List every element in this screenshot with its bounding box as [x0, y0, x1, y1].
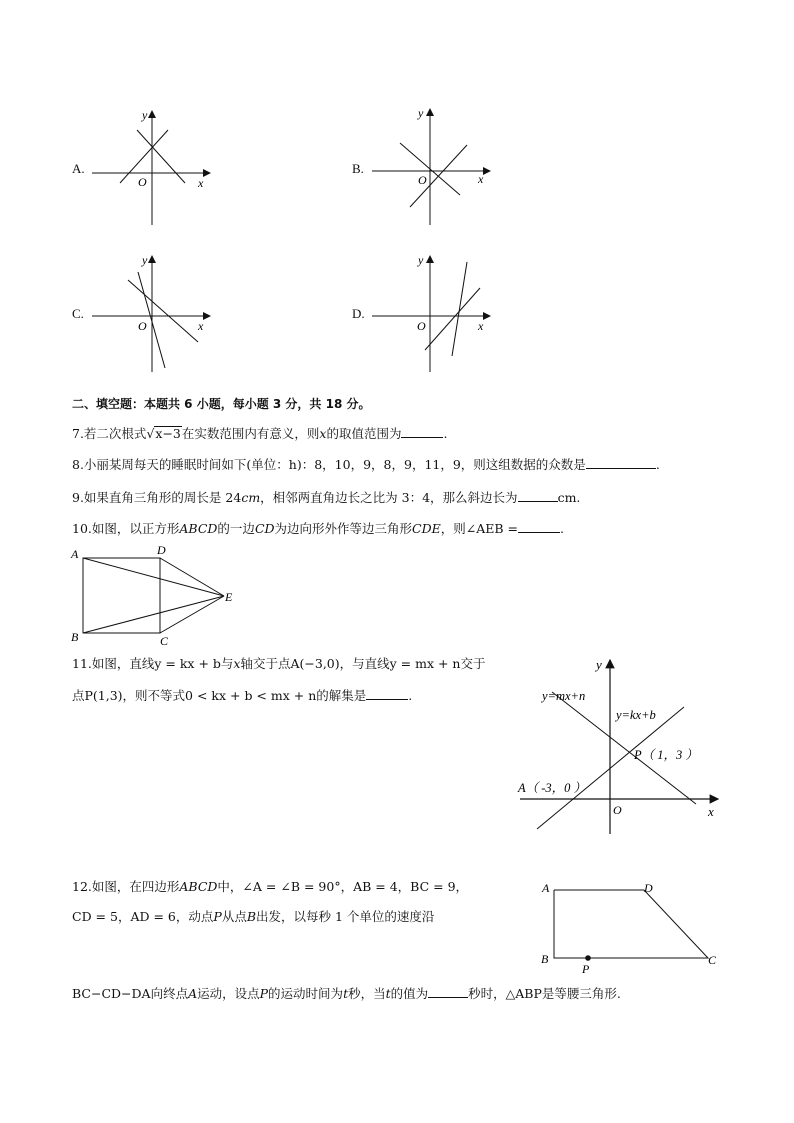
point-b: B — [541, 952, 549, 966]
radicand: x−3 — [155, 426, 181, 441]
origin-label: O — [418, 173, 427, 187]
origin-label: O — [417, 319, 426, 333]
y-label: y — [418, 106, 424, 120]
point-p-dot — [585, 955, 591, 961]
point-c: C — [708, 953, 717, 967]
origin-label: O — [613, 803, 622, 817]
label-mx-n: y=mx+n — [542, 689, 586, 703]
question-12-line-3: BC−CD−DA向终点A运动，设点P的运动时间为t秒，当t的值为 秒时，△ABP是等腰三角形. — [72, 986, 621, 1001]
line-1 — [452, 262, 467, 356]
option-d-label: D. — [352, 306, 365, 321]
point-d: D — [157, 543, 166, 557]
point-a: A — [71, 547, 79, 561]
option-a-label: A. — [72, 161, 85, 176]
option-d-graph — [370, 250, 500, 375]
point-a-label: A（ -3，0 ） — [518, 781, 587, 795]
question-11-line-1: 11.如图，直线y = kx + b与x轴交于点A(−3,0)，与直线y = mx + n交于 — [72, 656, 486, 671]
origin-label: O — [138, 175, 147, 189]
q11-graph — [512, 652, 727, 842]
segment-be — [83, 596, 224, 633]
question-9: 9.如果直角三角形的周长是 24cm，相邻两直角边长之比为 3：4，那么斜边长为 cm. — [72, 490, 581, 505]
question-7: 7.若二次根式√x−3在实数范围内有意义，则x的取值范围为 . — [72, 426, 448, 441]
segment-de — [160, 558, 224, 596]
question-10: 10.如图，以正方形ABCD的一边CD为边向形外作等边三角形CDE，则∠AEB = . — [72, 521, 565, 536]
question-12-line-1: 12.如图，在四边形ABCD中，∠A = ∠B = 90°，AB = 4，BC = 9， — [72, 879, 469, 894]
y-label: y — [418, 253, 424, 267]
answer-blank[interactable] — [518, 519, 560, 533]
question-12-line-2: CD = 5，AD = 6，动点P从点B出发，以每秒 1 个单位的速度沿 — [72, 909, 435, 924]
y-label: y — [142, 253, 148, 267]
x-label: x — [478, 172, 484, 186]
question-11-line-2: 点P(1,3)，则不等式0 < kx + b < mx + n的解集是 . — [72, 688, 413, 703]
option-b-label: B. — [352, 161, 364, 176]
segment-ae — [83, 558, 224, 596]
question-8: 8.小丽某周每天的睡眠时间如下(单位：h)：8，10，9，8，9，11，9，则这组数据的众数是 . — [72, 457, 660, 472]
y-label: y — [596, 657, 602, 672]
answer-blank[interactable] — [366, 686, 408, 700]
answer-blank[interactable] — [586, 455, 656, 469]
q12-figure — [536, 875, 726, 980]
point-b: B — [71, 630, 79, 644]
point-a: A — [542, 881, 550, 895]
x-label: x — [198, 176, 204, 190]
option-c-label: C. — [72, 306, 84, 321]
x-label: x — [198, 319, 204, 333]
option-a-graph — [90, 105, 220, 230]
point-p: P — [582, 962, 590, 976]
answer-blank[interactable] — [518, 488, 558, 502]
segment-ce — [160, 596, 224, 633]
point-p-label: P（ 1，3 ） — [634, 748, 698, 762]
y-label: y — [142, 108, 148, 122]
option-c-graph — [90, 250, 220, 375]
label-kx-b: y=kx+b — [616, 708, 656, 722]
answer-blank[interactable] — [428, 984, 468, 998]
x-label: x — [708, 804, 714, 819]
point-c: C — [160, 634, 169, 648]
origin-label: O — [138, 319, 147, 333]
answer-blank[interactable] — [401, 424, 443, 438]
point-e: E — [225, 590, 233, 604]
option-b-graph — [370, 103, 500, 228]
x-label: x — [478, 319, 484, 333]
section-title: 二、填空题：本题共 6 小题，每小题 3 分，共 18 分。 — [72, 397, 371, 411]
point-d: D — [644, 881, 653, 895]
square-abcd — [83, 558, 160, 633]
q10-figure — [68, 540, 248, 650]
line-2 — [425, 288, 480, 350]
quadrilateral-abcd — [554, 890, 708, 958]
